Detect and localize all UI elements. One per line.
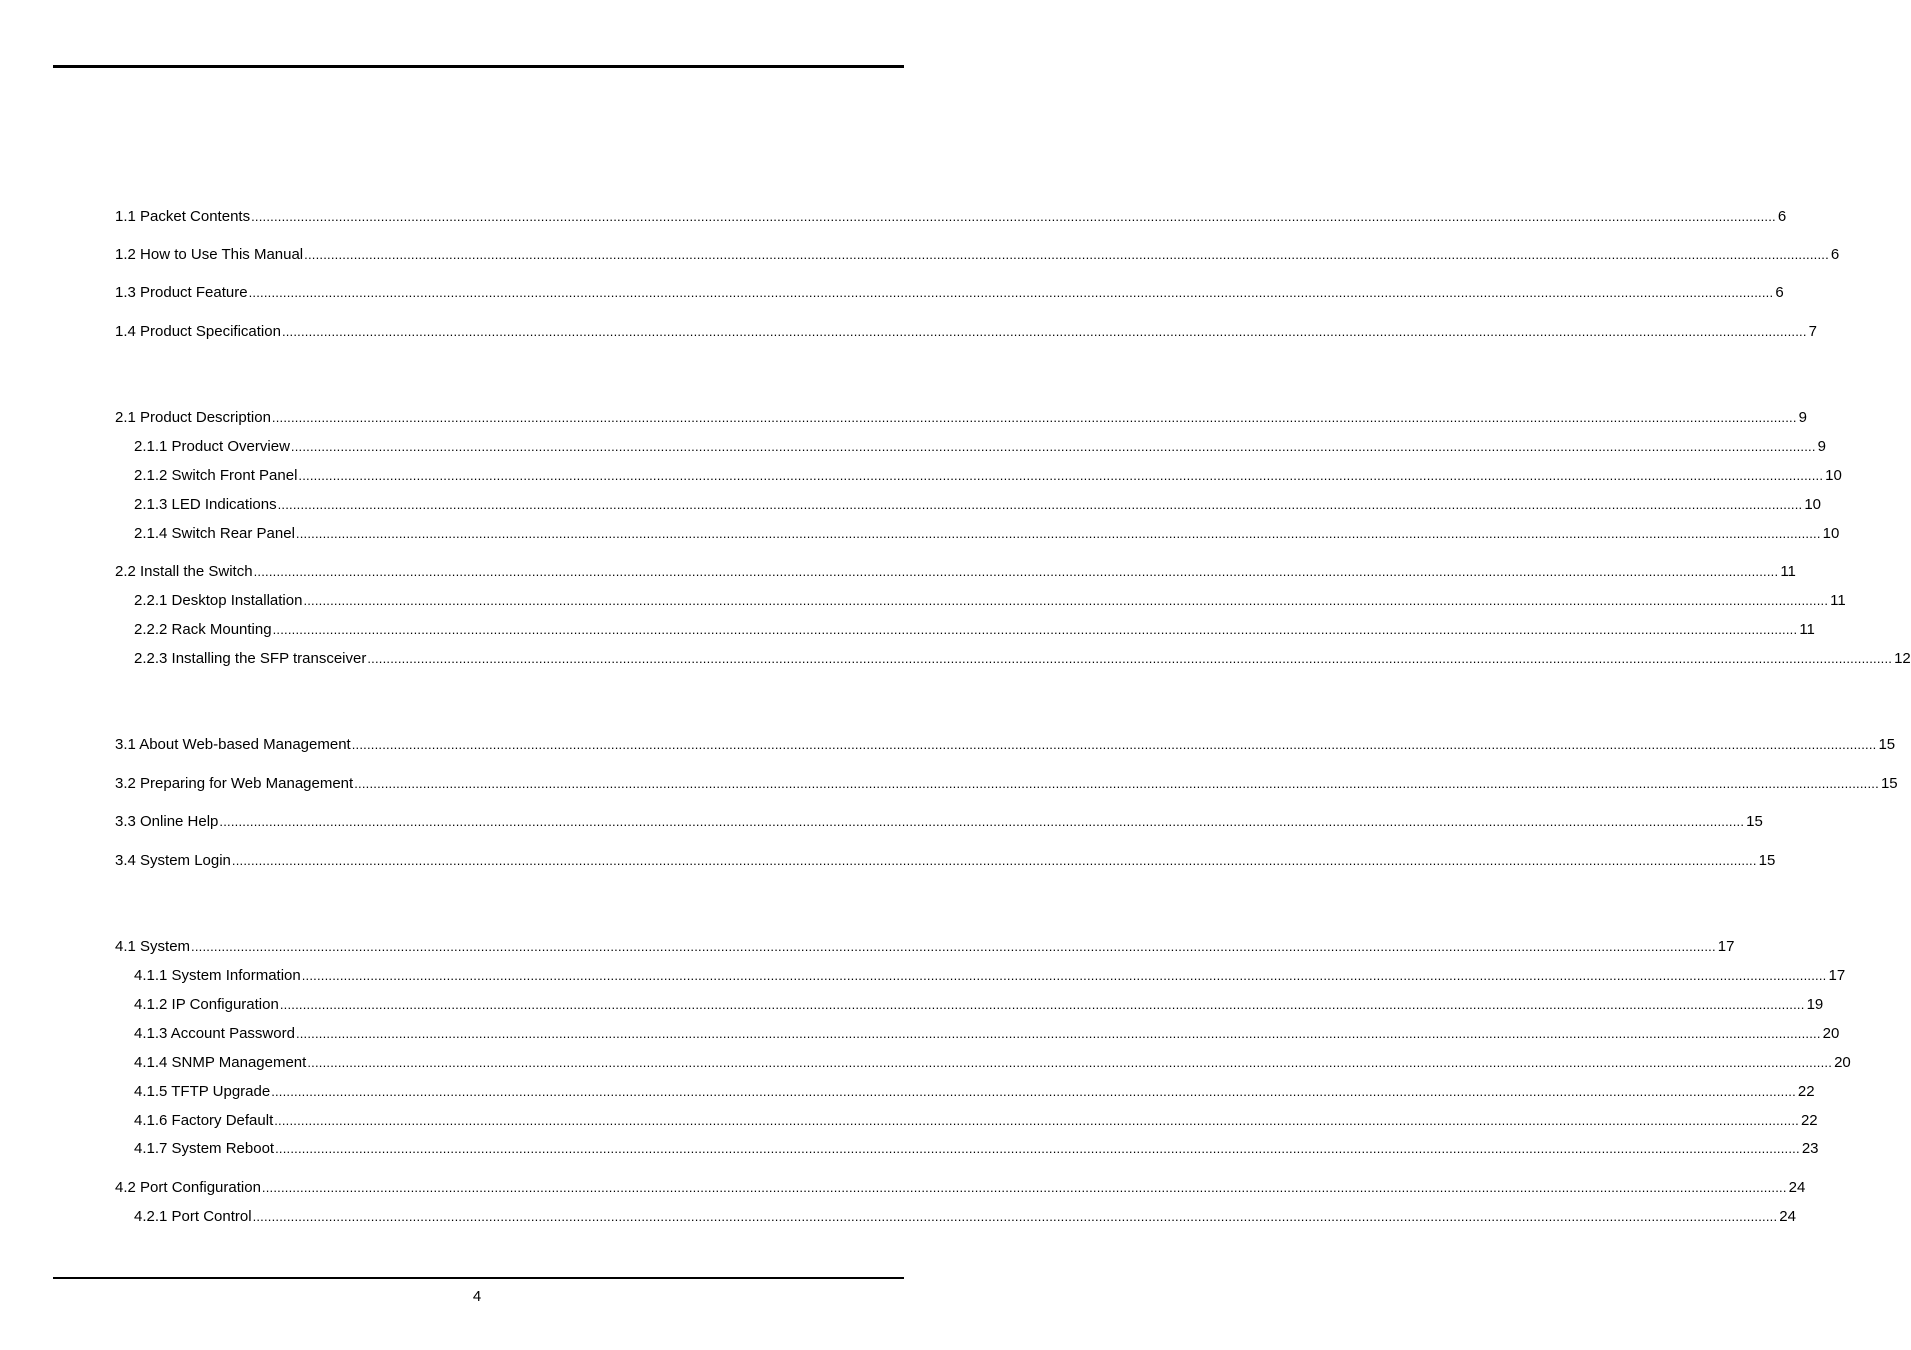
toc-entry-title: 2.1.4 Switch Rear Panel xyxy=(134,525,295,542)
footer-rule xyxy=(53,1277,904,1279)
toc-dot-leader: ................................................................................................................................................................................................................................................................................................................................................................................................................ xyxy=(272,622,1798,637)
toc-entry-page: 19 xyxy=(1806,996,1824,1013)
toc-entry-title: 2.2 Install the Switch xyxy=(115,563,253,580)
toc-entry-title: 4.1.7 System Reboot xyxy=(134,1140,275,1157)
toc-dot-leader: ................................................................................................................................................................................................................................................................................................................................................................................................................ xyxy=(367,651,1893,666)
toc-dot-leader: ................................................................................................................................................................................................................................................................................................................................................................................................................ xyxy=(304,247,1829,262)
toc-entry-title: 4.1.5 TFTP Upgrade xyxy=(134,1083,271,1100)
toc-entry[interactable] xyxy=(115,321,1818,341)
toc-dot-leader: ................................................................................................................................................................................................................................................................................................................................................................................................................ xyxy=(275,1141,1800,1156)
toc-entry-title: 3.2 Preparing for Web Management xyxy=(115,775,354,792)
toc-entry-page: 17 xyxy=(1717,938,1735,955)
toc-entry[interactable] xyxy=(134,465,1842,485)
toc-entry[interactable] xyxy=(134,1052,1851,1072)
toc-entry-title: 3.1 About Web-based Management xyxy=(115,736,351,753)
toc-entry-title: 4.2.1 Port Control xyxy=(134,1208,252,1225)
toc-entry-page: 10 xyxy=(1825,467,1842,484)
toc-entry-page: 12 xyxy=(1894,650,1911,667)
toc-dot-leader: ................................................................................................................................................................................................................................................................................................................................................................................................................ xyxy=(290,439,1816,454)
toc-entry[interactable] xyxy=(115,773,1898,793)
toc-entry-title: 3.3 Online Help xyxy=(115,813,219,830)
toc-entry-title: 4.2 Port Configuration xyxy=(115,1179,261,1196)
toc-entry[interactable] xyxy=(115,407,1807,427)
toc-entry[interactable] xyxy=(134,494,1822,514)
toc-entry[interactable] xyxy=(134,965,1846,985)
toc-entry-page: 24 xyxy=(1788,1179,1806,1196)
toc-dot-leader: ................................................................................................................................................................................................................................................................................................................................................................................................................ xyxy=(251,209,1776,224)
toc-entry-page: 22 xyxy=(1800,1112,1818,1129)
toc-dot-leader: ................................................................................................................................................................................................................................................................................................................................................................................................................ xyxy=(277,497,1803,512)
toc-entry-page: 15 xyxy=(1758,852,1776,869)
toc-entry-page: 6 xyxy=(1830,246,1840,263)
toc-dot-leader: ................................................................................................................................................................................................................................................................................................................................................................................................................ xyxy=(298,468,1824,483)
toc-dot-leader: ................................................................................................................................................................................................................................................................................................................................................................................................................ xyxy=(271,1084,1796,1099)
toc-dot-leader: ................................................................................................................................................................................................................................................................................................................................................................................................................ xyxy=(301,968,1827,983)
toc-entry[interactable] xyxy=(134,590,1846,610)
toc-entry-title: 3.4 System Login xyxy=(115,852,231,869)
toc-entry-page: 20 xyxy=(1834,1054,1851,1071)
toc-dot-leader: ................................................................................................................................................................................................................................................................................................................................................................................................................ xyxy=(219,814,1745,829)
toc-dot-leader: ................................................................................................................................................................................................................................................................................................................................................................................................................ xyxy=(274,1113,1799,1128)
toc-entry-page: 15 xyxy=(1878,736,1896,753)
toc-entry[interactable] xyxy=(134,994,1824,1014)
toc-entry[interactable] xyxy=(115,811,1763,831)
toc-entry-page: 9 xyxy=(1817,438,1826,455)
toc-dot-leader: ................................................................................................................................................................................................................................................................................................................................................................................................................ xyxy=(295,1026,1821,1041)
toc-entry[interactable] xyxy=(134,1081,1815,1101)
toc-entry-title: 1.4 Product Specification xyxy=(115,323,281,340)
toc-entry-page: 11 xyxy=(1799,621,1815,638)
page-number: 4 xyxy=(472,1288,482,1305)
toc-entry[interactable] xyxy=(134,1110,1818,1130)
toc-entry[interactable] xyxy=(134,1206,1796,1226)
toc-entry[interactable] xyxy=(115,244,1840,264)
toc-dot-leader: ................................................................................................................................................................................................................................................................................................................................................................................................................ xyxy=(253,564,1779,579)
toc-entry-page: 6 xyxy=(1775,284,1784,301)
toc-entry-title: 4.1.1 System Information xyxy=(134,967,301,984)
toc-entry-page: 15 xyxy=(1746,813,1763,830)
toc-dot-leader: ................................................................................................................................................................................................................................................................................................................................................................................................................ xyxy=(248,285,1774,300)
toc-entry-title: 2.2.2 Rack Mounting xyxy=(134,621,272,638)
toc-entry[interactable] xyxy=(115,206,1787,226)
header-rule xyxy=(53,65,904,68)
toc-entry-page: 20 xyxy=(1822,1025,1840,1042)
toc-entry-title: 1.2 How to Use This Manual xyxy=(115,246,304,263)
toc-dot-leader: ................................................................................................................................................................................................................................................................................................................................................................................................................ xyxy=(351,737,1877,752)
toc-dot-leader: ................................................................................................................................................................................................................................................................................................................................................................................................................ xyxy=(252,1209,1778,1224)
toc-entry[interactable] xyxy=(134,1023,1840,1043)
toc-entry[interactable] xyxy=(134,523,1840,543)
toc-entry-title: 4.1.6 Factory Default xyxy=(134,1112,274,1129)
toc-entry-title: 2.1.1 Product Overview xyxy=(134,438,290,455)
toc-entry[interactable] xyxy=(134,1138,1819,1158)
toc-entry[interactable] xyxy=(115,734,1896,754)
toc-entry[interactable] xyxy=(115,936,1735,956)
toc-entry-title: 1.3 Product Feature xyxy=(115,284,248,301)
toc-entry-page: 9 xyxy=(1798,409,1807,426)
toc-dot-leader: ................................................................................................................................................................................................................................................................................................................................................................................................................ xyxy=(261,1180,1787,1195)
toc-entry-page: 11 xyxy=(1830,592,1846,609)
toc-entry-title: 4.1.3 Account Password xyxy=(134,1025,295,1042)
toc-entry-page: 17 xyxy=(1828,967,1846,984)
toc-entry[interactable] xyxy=(115,561,1796,581)
toc-entry-title: 2.2.3 Installing the SFP transceiver xyxy=(134,650,367,667)
toc-entry-page: 6 xyxy=(1777,208,1787,225)
toc-entry-title: 2.2.1 Desktop Installation xyxy=(134,592,303,609)
toc-dot-leader: ................................................................................................................................................................................................................................................................................................................................................................................................................ xyxy=(271,410,1797,425)
toc-entry[interactable] xyxy=(115,282,1784,302)
toc-dot-leader: ................................................................................................................................................................................................................................................................................................................................................................................................................ xyxy=(354,776,1879,791)
toc-entry-title: 1.1 Packet Contents xyxy=(115,208,251,225)
toc-dot-leader: ................................................................................................................................................................................................................................................................................................................................................................................................................ xyxy=(191,939,1716,954)
toc-entry[interactable] xyxy=(115,850,1776,870)
toc-entry-title: 2.1.3 LED Indications xyxy=(134,496,277,513)
toc-dot-leader: ................................................................................................................................................................................................................................................................................................................................................................................................................ xyxy=(303,593,1829,608)
toc-entry-title: 4.1.2 IP Configuration xyxy=(134,996,279,1013)
toc-entry-page: 23 xyxy=(1801,1140,1819,1157)
toc-entry[interactable] xyxy=(134,619,1815,639)
toc-dot-leader: ................................................................................................................................................................................................................................................................................................................................................................................................................ xyxy=(279,997,1805,1012)
toc-entry[interactable] xyxy=(134,436,1826,456)
toc-entry-page: 10 xyxy=(1804,496,1822,513)
toc-entry[interactable] xyxy=(115,1177,1806,1197)
toc-dot-leader: ................................................................................................................................................................................................................................................................................................................................................................................................................ xyxy=(295,526,1821,541)
toc-entry-page: 22 xyxy=(1797,1083,1815,1100)
toc-dot-leader: ................................................................................................................................................................................................................................................................................................................................................................................................................ xyxy=(231,853,1757,868)
toc-entry-page: 24 xyxy=(1779,1208,1796,1225)
toc-entry-title: 2.1.2 Switch Front Panel xyxy=(134,467,298,484)
toc-entry-title: 4.1.4 SNMP Management xyxy=(134,1054,307,1071)
toc-entry-page: 11 xyxy=(1780,563,1796,580)
toc-entry-title: 2.1 Product Description xyxy=(115,409,271,426)
toc-dot-leader: ................................................................................................................................................................................................................................................................................................................................................................................................................ xyxy=(281,324,1807,339)
toc-entry-page: 7 xyxy=(1808,323,1818,340)
toc-entry-page: 10 xyxy=(1822,525,1840,542)
toc-entry[interactable] xyxy=(134,648,1911,668)
toc-entry-title: 4.1 System xyxy=(115,938,191,955)
toc-entry-page: 15 xyxy=(1880,775,1898,792)
toc-dot-leader: ................................................................................................................................................................................................................................................................................................................................................................................................................ xyxy=(307,1055,1833,1070)
